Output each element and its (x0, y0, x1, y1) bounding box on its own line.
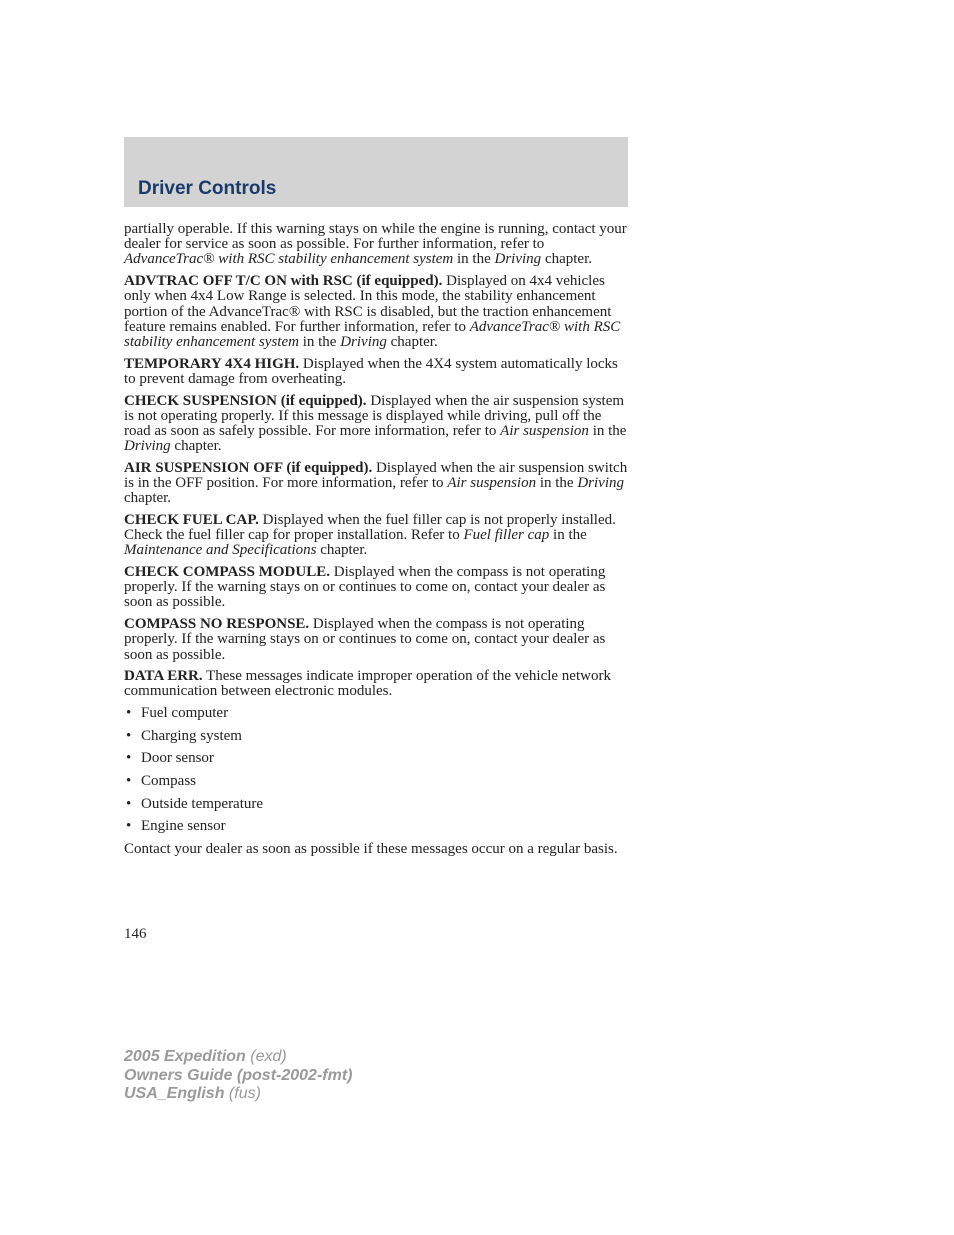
footer-language: USA_English (124, 1085, 225, 1102)
cross-reference: Air suspension (447, 475, 537, 492)
cross-reference: Driving (340, 333, 387, 350)
cross-reference: Fuel filler cap (463, 527, 550, 544)
page-content (124, 222, 628, 863)
message-term: CHECK COMPASS MODULE. (124, 564, 330, 581)
text-run: chapter. (541, 251, 592, 268)
body-paragraph (124, 513, 628, 559)
text-run: chapter. (170, 438, 222, 455)
text-run: Displayed when the compass is not operating properly. If the warning stays on or continues to come on, contact your dealer as soon as possible. (124, 564, 606, 611)
page-number: 146 (124, 926, 147, 942)
text-run: partially operable. If this warning stays on while the engine is running, contact your dealer for service as soon as possible. For further information, refer to (124, 221, 627, 253)
text-run: Displayed when the 4X4 system automatically locks to prevent damage from overheating. (124, 355, 618, 387)
body-paragraph (124, 274, 628, 350)
message-term: COMPASS NO RESPONSE. (124, 616, 310, 633)
message-term: TEMPORARY 4X4 HIGH. (124, 355, 300, 372)
message-term: AIR SUSPENSION OFF (if equipped). (124, 459, 373, 476)
text-run: in the (588, 422, 627, 439)
body-paragraph (124, 222, 628, 268)
body-paragraph (124, 357, 628, 387)
footer-line-2 (124, 1067, 352, 1086)
cross-reference: AdvanceTrac® with RSC stability enhancement system (124, 318, 621, 350)
list-item: • Compass (124, 774, 628, 789)
footer-line-1 (124, 1048, 352, 1067)
footer-model: 2005 Expedition (124, 1048, 246, 1065)
footer-model-code: (exd) (245, 1048, 287, 1065)
text-run: Displayed when the compass is not operating properly. If the warning stays on or continues to come on, contact your dealer as soon as possible. (124, 616, 606, 663)
bullet-list (124, 706, 628, 834)
text-run: chapter. (316, 542, 368, 559)
text-run: in the (298, 333, 341, 350)
document-footer (124, 1048, 352, 1104)
cross-reference: Air suspension (500, 422, 589, 439)
text-run: chapter. (124, 490, 172, 507)
text-run: in the (549, 527, 587, 544)
cross-reference: Driving (124, 438, 171, 455)
text-run: chapter. (386, 333, 438, 350)
message-term: ADVTRAC OFF T/C ON with RSC (if equipped). (124, 273, 443, 290)
text-run: in the (453, 251, 495, 268)
closing-paragraph: Contact your dealer as soon as possible if these messages occur on a regular basis. (124, 840, 618, 857)
text-run: Displayed when the air suspension switch is in the OFF position. For more information, refer to (124, 459, 628, 492)
section-title: Driver Controls (138, 178, 277, 199)
cross-reference: Driving (494, 251, 542, 268)
paragraph-list (124, 222, 628, 700)
list-item: • Fuel computer (124, 706, 628, 721)
section-header-band (124, 137, 628, 207)
message-term: CHECK FUEL CAP. (124, 511, 259, 528)
body-paragraph (124, 565, 628, 611)
text-run: Displayed when the fuel filler cap is not properly installed. Check the fuel filler cap for proper installation. Refer to (124, 511, 616, 544)
text-run: These messages indicate improper operation of the vehicle network communication between electronic modules. (124, 668, 611, 700)
list-item: • Outside temperature (124, 797, 628, 812)
message-term: DATA ERR. (124, 668, 203, 685)
text-run: in the (536, 475, 578, 492)
footer-language-code: (fus) (224, 1085, 261, 1102)
text-run: Displayed when the air suspension system is not operating properly. If this message is displayed while driving, pull off the road as soon as safely possible. For more information, refer to (124, 392, 625, 439)
list-item: • Charging system (124, 729, 628, 744)
text-run: Displayed on 4x4 vehicles only when 4x4 Low Range is selected. In this mode, the stability enhancement portion of the AdvanceTrac® with RSC is disabled, but the traction enhancement feature remains enabled. For further information, refer to (124, 273, 612, 335)
cross-reference: Driving (577, 475, 624, 492)
body-paragraph (124, 394, 628, 455)
footer-line-3 (124, 1085, 352, 1104)
list-item: • Door sensor (124, 751, 628, 766)
body-paragraph (124, 669, 628, 699)
body-paragraph (124, 461, 628, 507)
body-paragraph (124, 617, 628, 663)
cross-reference: AdvanceTrac® with RSC stability enhancement system (124, 251, 454, 268)
footer-guide: Owners Guide (post-2002-fmt) (124, 1066, 353, 1084)
list-item: • Engine sensor (124, 819, 628, 834)
cross-reference: Maintenance and Specifications (124, 542, 317, 559)
message-term: CHECK SUSPENSION (if equipped). (124, 392, 367, 409)
